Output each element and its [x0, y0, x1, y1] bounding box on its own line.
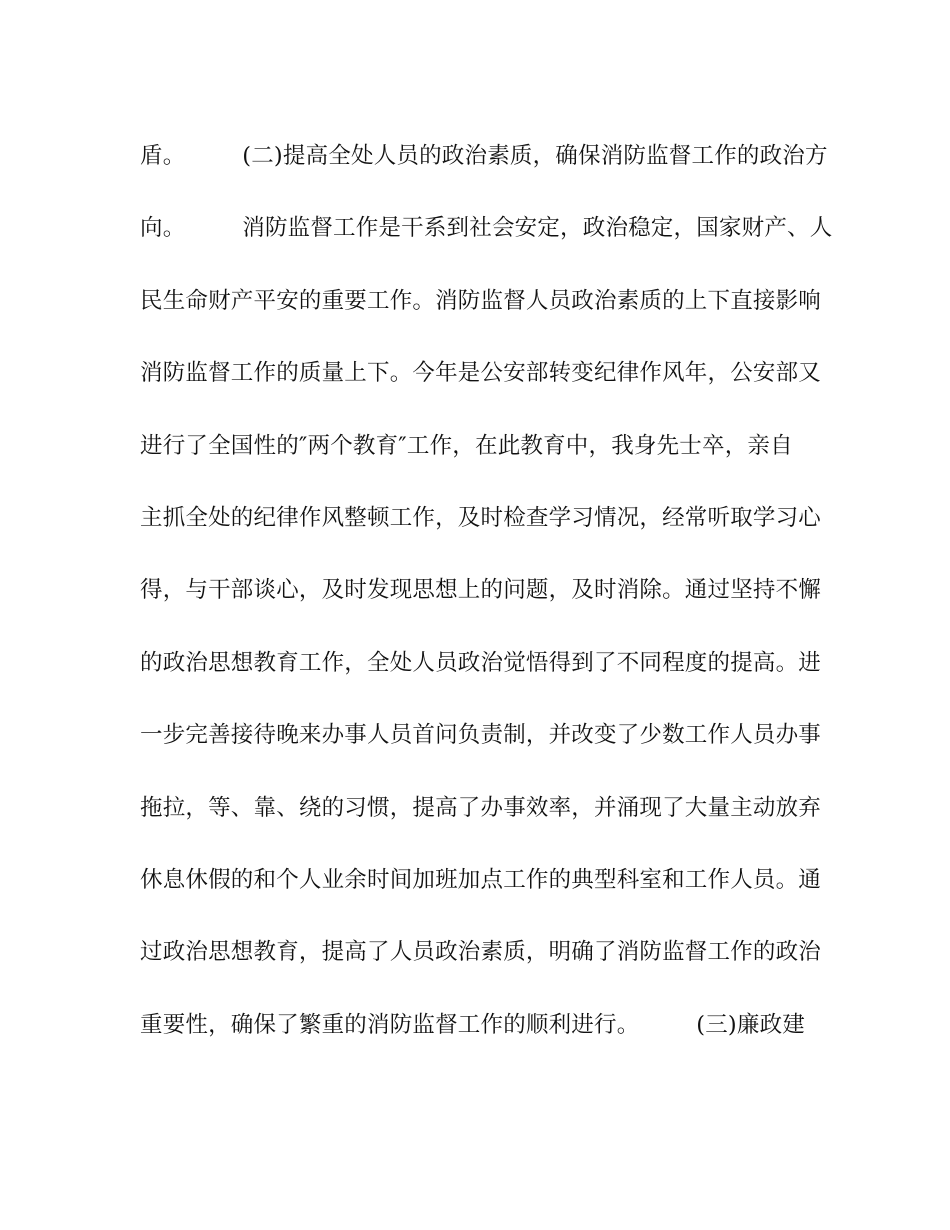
text-line: 的政治思想教育工作，全处人员政治觉悟得到了不同程度的提高。进: [140, 649, 822, 676]
text-line: 一步完善接待晚来办事人员首问负责制，并改变了少数工作人员办事: [140, 722, 822, 749]
text-line: 进行了全国性的″两个教育″工作，在此教育中，我身先士卒，亲自: [140, 432, 793, 459]
text-line: 休息休假的和个人业余时间加班加点工作的典型科室和工作人员。通: [140, 866, 822, 893]
text-line: 得，与干部谈心，及时发现思想上的问题，及时消除。通过坚持不懈: [140, 577, 822, 604]
text-line: 民生命财产平安的重要工作。消防监督人员政治素质的上下直接影响: [140, 287, 822, 314]
text-line: 拖拉，等、靠、绕的习惯，提高了办事效率，并涌现了大量主动放弃: [140, 794, 822, 821]
body-text: [140, 134, 833, 1075]
text-line: 主抓全处的纪律作风整顿工作，及时检查学习情况，经常听取学习心: [140, 504, 822, 531]
text-line: 重要性，确保了繁重的消防监督工作的顺利进行。 (三)廉政建: [140, 1011, 806, 1038]
text-line: 消防监督工作的质量上下。今年是公安部转变纪律作风年，公安部又: [140, 360, 822, 387]
text-line: 过政治思想教育，提高了人员政治素质，明确了消防监督工作的政治: [140, 939, 822, 966]
text-line: 盾。 (二)提高全处人员的政治素质，确保消防监督工作的政治方: [140, 143, 828, 169]
text-line: 向。 消防监督工作是干系到社会安定，政治稳定，国家财产、人: [140, 215, 833, 242]
